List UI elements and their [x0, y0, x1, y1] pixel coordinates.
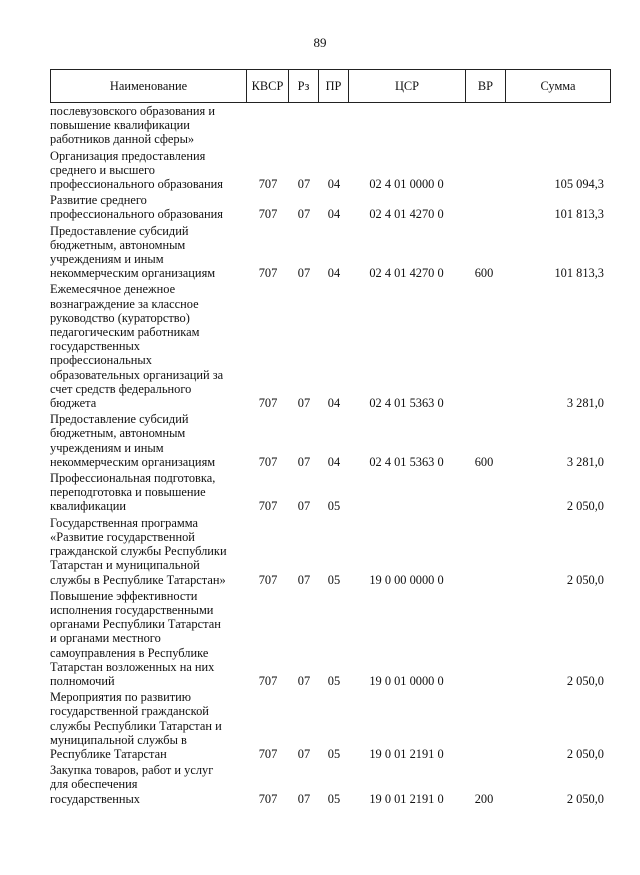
row-name [50, 516, 244, 587]
row-name-line: руководство (кураторство) [50, 310, 190, 325]
row-name-line: педагогическим работникам [50, 325, 200, 340]
header-kvsr: КВСР [247, 70, 289, 103]
row-name [50, 193, 244, 221]
row-name-line: профессионального образования [50, 207, 224, 222]
row-sum: 101 813,3 [554, 207, 604, 222]
row-sum: 3 281,0 [566, 396, 604, 411]
row-name-line: Мероприятия по развитию [50, 690, 192, 705]
row-name [50, 149, 244, 192]
table-row [50, 690, 610, 761]
row-name-line: профессионального образования [50, 177, 224, 192]
row-name-line: Республике Татарстан [50, 746, 167, 761]
row-name-line: среднего и высшего [50, 162, 155, 177]
row-csr: 02 4 01 5363 0 [369, 396, 444, 411]
row-name-line: государственных [50, 791, 141, 806]
row-name-line: муниципальной службы в [50, 732, 187, 747]
row-pr: 05 [327, 499, 341, 514]
table-body [50, 104, 610, 808]
row-sum: 2 050,0 [566, 499, 604, 514]
row-sum: 2 050,0 [566, 791, 604, 806]
row-sum: 101 813,3 [554, 266, 604, 281]
row-name-line: послевузовского образования и [50, 104, 215, 118]
row-pr: 04 [327, 207, 341, 222]
header-name: Наименование [51, 70, 247, 103]
row-kvsr: 707 [258, 499, 278, 514]
row-name-line: Профессиональная подготовка, [50, 471, 216, 486]
page-number: 89 [313, 35, 327, 50]
row-name-line: службы в Республике Татарстан» [50, 572, 226, 587]
row-csr: 02 4 01 0000 0 [369, 177, 444, 192]
row-vr: 600 [474, 266, 494, 281]
table-row [50, 193, 610, 221]
row-kvsr: 707 [258, 207, 278, 222]
row-rz: 07 [297, 266, 311, 281]
row-pr: 05 [327, 673, 341, 688]
row-name [50, 763, 244, 806]
row-name-line: переподготовка и повышение [50, 485, 206, 500]
table-row [50, 516, 610, 587]
table-row [50, 104, 610, 147]
table-row [50, 149, 610, 192]
table-row [50, 471, 610, 514]
row-sum: 2 050,0 [566, 746, 604, 761]
row-pr: 04 [327, 454, 341, 469]
row-pr: 04 [327, 266, 341, 281]
row-name-line: бюджетным, автономным [50, 426, 186, 441]
row-csr: 02 4 01 4270 0 [369, 266, 444, 281]
header-sum: Сумма [506, 70, 611, 103]
row-csr: 19 0 00 0000 0 [369, 572, 444, 587]
table-row [50, 589, 610, 688]
row-name-line: Государственная программа [50, 515, 198, 530]
row-name-line: «Развитие государственной [50, 529, 195, 544]
row-pr: 05 [327, 791, 341, 806]
row-rz: 07 [297, 791, 311, 806]
row-sum: 3 281,0 [566, 454, 604, 469]
row-name [50, 282, 244, 410]
row-name-line: Татарстан возложенных на них [50, 659, 215, 674]
row-name-line: работников данной сферы» [50, 132, 195, 147]
table-row [50, 763, 610, 806]
row-name-line: гражданской службы Республики [50, 544, 227, 559]
row-name [50, 589, 244, 688]
row-csr: 19 0 01 0000 0 [369, 673, 444, 688]
table-header [50, 69, 611, 103]
row-name-line: для обеспечения [50, 777, 138, 792]
row-rz: 07 [297, 572, 311, 587]
row-name [50, 412, 244, 469]
row-name-line: счет средств федерального [50, 381, 192, 396]
row-rz: 07 [297, 207, 311, 222]
row-name-line: вознаграждение за классное [50, 296, 199, 311]
row-name-line: и органами местного [50, 631, 161, 646]
row-name-line: полномочий [50, 673, 115, 688]
table-row [50, 282, 610, 410]
row-name-line: образовательных организаций за [50, 367, 224, 382]
row-pr: 04 [327, 396, 341, 411]
row-name-line: Ежемесячное денежное [50, 282, 176, 297]
row-name [50, 104, 244, 147]
row-rz: 07 [297, 746, 311, 761]
header-rz: Рз [289, 70, 319, 103]
row-csr: 02 4 01 4270 0 [369, 207, 444, 222]
row-name-line: бюджетным, автономным [50, 237, 186, 252]
row-name-line: службы Республики Татарстан и [50, 718, 222, 733]
row-name [50, 690, 244, 761]
row-name-line: Организация предоставления [50, 148, 206, 163]
row-name-line: государственной гражданской [50, 704, 209, 719]
row-name-line: повышение квалификации [50, 118, 190, 133]
row-rz: 07 [297, 454, 311, 469]
row-csr: 02 4 01 5363 0 [369, 454, 444, 469]
row-name-line: некоммерческим организациям [50, 266, 216, 281]
row-name-line: Повышение эффективности [50, 588, 198, 603]
row-name-line: квалификации [50, 499, 127, 514]
row-kvsr: 707 [258, 266, 278, 281]
row-rz: 07 [297, 396, 311, 411]
row-rz: 07 [297, 177, 311, 192]
row-rz: 07 [297, 499, 311, 514]
header-csr: ЦСР [349, 70, 466, 103]
row-pr: 05 [327, 746, 341, 761]
row-name-line: государственных [50, 339, 141, 354]
row-name-line: Развитие среднего [50, 193, 147, 208]
row-kvsr: 707 [258, 791, 278, 806]
row-name-line: органами Республики Татарстан [50, 617, 221, 632]
row-vr: 600 [474, 454, 494, 469]
row-kvsr: 707 [258, 746, 278, 761]
row-csr: 19 0 01 2191 0 [369, 791, 444, 806]
table-row [50, 224, 610, 281]
row-name-line: Татарстан и муниципальной [50, 558, 200, 573]
row-name [50, 224, 244, 281]
header-pr: ПР [319, 70, 349, 103]
row-kvsr: 707 [258, 572, 278, 587]
row-name-line: профессиональных [50, 353, 152, 368]
row-rz: 07 [297, 673, 311, 688]
row-name [50, 471, 244, 514]
row-kvsr: 707 [258, 177, 278, 192]
row-kvsr: 707 [258, 673, 278, 688]
row-name-line: учреждениям и иным [50, 252, 164, 267]
row-name-line: бюджета [50, 396, 97, 411]
row-sum: 2 050,0 [566, 673, 604, 688]
row-sum: 105 094,3 [554, 177, 604, 192]
row-name-line: самоуправления в Республике [50, 645, 209, 660]
row-kvsr: 707 [258, 396, 278, 411]
header-vr: ВР [466, 70, 506, 103]
row-name-line: исполнения государственными [50, 602, 214, 617]
row-csr: 19 0 01 2191 0 [369, 746, 444, 761]
row-name-line: некоммерческим организациям [50, 454, 216, 469]
row-sum: 2 050,0 [566, 572, 604, 587]
row-name-line: Закупка товаров, работ и услуг [50, 763, 214, 778]
row-name-line: учреждениям и иным [50, 440, 164, 455]
table-row [50, 412, 610, 469]
row-pr: 04 [327, 177, 341, 192]
row-kvsr: 707 [258, 454, 278, 469]
row-name-line: Предоставление субсидий [50, 412, 189, 427]
row-pr: 05 [327, 572, 341, 587]
row-name-line: Предоставление субсидий [50, 223, 189, 238]
row-vr: 200 [474, 791, 494, 806]
